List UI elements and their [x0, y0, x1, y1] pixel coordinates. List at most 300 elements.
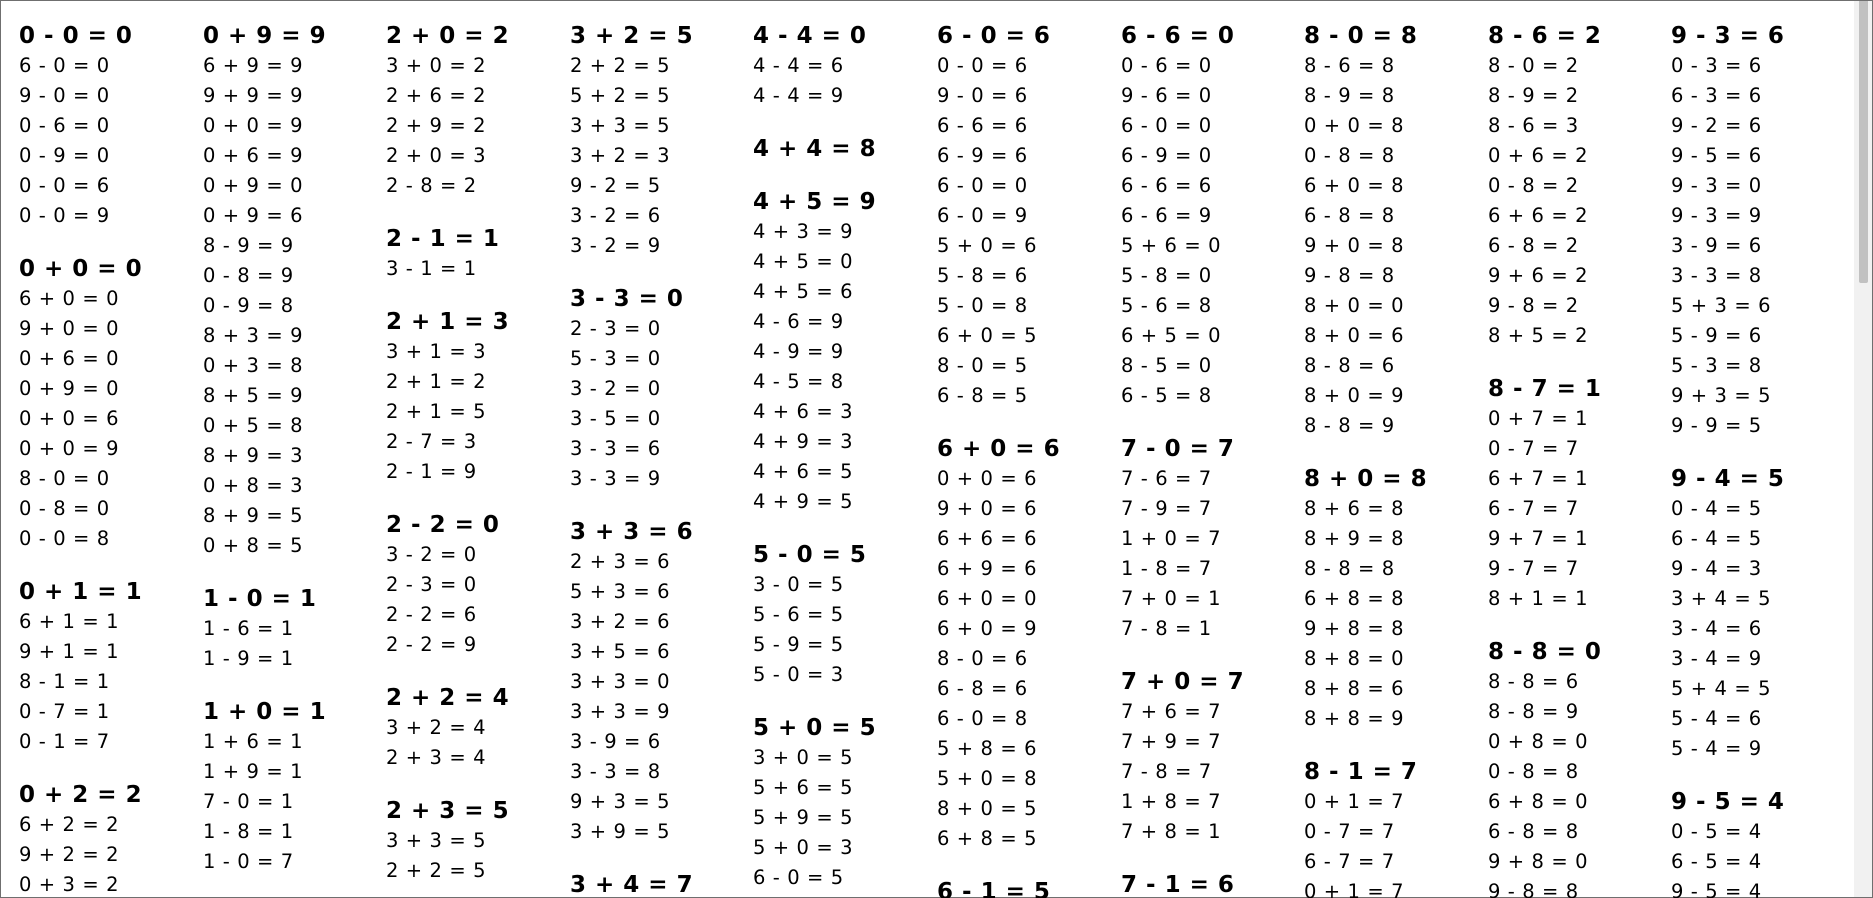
equation-line: 0 - 7 = 7 [1488, 437, 1579, 460]
equation-line: 5 - 8 = 0 [1121, 264, 1212, 287]
equation-line: 0 - 7 = 7 [1304, 820, 1395, 843]
equation-line: 8 - 9 = 8 [1304, 84, 1395, 107]
equation-line: 6 + 2 = 2 [19, 813, 120, 836]
group-heading: 8 - 7 = 1 [1488, 376, 1602, 402]
equation-line: 2 - 1 = 9 [386, 460, 477, 483]
equation-line: 6 - 6 = 9 [1121, 204, 1212, 227]
equation-line: 0 + 9 = 6 [203, 204, 304, 227]
equation-group [1488, 374, 1668, 614]
equation-line: 9 - 9 = 5 [1671, 414, 1762, 437]
equation-group [1121, 21, 1301, 411]
equation-line: 7 + 9 = 7 [1121, 730, 1222, 753]
equation-line: 3 - 9 = 6 [1671, 234, 1762, 257]
equation-line: 8 + 9 = 3 [203, 444, 304, 467]
equation-line: 6 - 0 = 0 [1121, 114, 1212, 137]
equation-line: 6 - 9 = 6 [937, 144, 1028, 167]
equation-line: 3 - 2 = 6 [570, 204, 661, 227]
equation-line: 6 + 9 = 9 [203, 54, 304, 77]
equation-line: 5 + 6 = 0 [1121, 234, 1222, 257]
equation-line: 3 - 3 = 8 [1671, 264, 1762, 287]
equation-line: 6 + 8 = 5 [937, 827, 1038, 850]
equation-line: 8 + 0 = 5 [937, 797, 1038, 820]
equation-line: 0 + 8 = 0 [1488, 730, 1589, 753]
equation-line: 8 - 9 = 9 [203, 234, 294, 257]
equation-line: 5 + 4 = 5 [1671, 677, 1772, 700]
equation-line: 9 - 2 = 6 [1671, 114, 1762, 137]
equation-line: 0 + 8 = 3 [203, 474, 304, 497]
equation-line: 9 + 9 = 9 [203, 84, 304, 107]
equation-line: 6 + 1 = 1 [19, 610, 120, 633]
equation-line: 0 - 4 = 5 [1671, 497, 1762, 520]
equation-line: 9 - 0 = 6 [937, 84, 1028, 107]
equation-line: 9 - 3 = 0 [1671, 174, 1762, 197]
equation-line: 6 + 6 = 2 [1488, 204, 1589, 227]
equation-line: 6 - 0 = 8 [937, 707, 1028, 730]
equation-line: 0 - 6 = 0 [19, 114, 110, 137]
equation-column [1304, 21, 1484, 898]
equation-line: 9 - 6 = 0 [1121, 84, 1212, 107]
group-heading: 2 + 3 = 5 [386, 798, 510, 824]
group-heading: 2 + 2 = 4 [386, 685, 510, 711]
equation-line: 6 + 0 = 0 [937, 587, 1038, 610]
group-heading: 6 - 6 = 0 [1121, 23, 1235, 49]
group-heading: 8 - 8 = 0 [1488, 639, 1602, 665]
equation-line: 0 + 1 = 7 [1304, 880, 1405, 898]
equation-line: 4 + 9 = 3 [753, 430, 854, 453]
equation-line: 2 + 6 = 2 [386, 84, 487, 107]
equation-group [386, 510, 566, 660]
equation-line: 2 + 2 = 5 [570, 54, 671, 77]
equation-column [937, 21, 1117, 898]
equation-line: 9 + 0 = 8 [1304, 234, 1405, 257]
equation-group [386, 224, 566, 284]
equation-line: 0 - 9 = 0 [19, 144, 110, 167]
equation-line: 1 - 8 = 7 [1121, 557, 1212, 580]
equation-line: 5 + 3 = 6 [570, 580, 671, 603]
equation-line: 8 - 8 = 6 [1304, 354, 1395, 377]
equation-line: 3 + 3 = 0 [570, 670, 671, 693]
equation-line: 9 - 7 = 7 [1488, 557, 1579, 580]
equation-group [937, 877, 1117, 898]
equation-line: 6 - 4 = 5 [1671, 527, 1762, 550]
equation-line: 4 + 9 = 5 [753, 490, 854, 513]
equation-line: 3 - 1 = 1 [386, 257, 477, 280]
equation-line: 8 + 3 = 9 [203, 324, 304, 347]
equation-line: 7 - 8 = 1 [1121, 617, 1212, 640]
equation-line: 6 + 6 = 6 [937, 527, 1038, 550]
equation-line: 7 - 6 = 7 [1121, 467, 1212, 490]
equation-line: 8 + 5 = 2 [1488, 324, 1589, 347]
equation-group [19, 780, 199, 898]
equation-line: 2 - 3 = 0 [570, 317, 661, 340]
equation-line: 0 - 6 = 0 [1121, 54, 1212, 77]
equation-line: 0 + 9 = 0 [19, 377, 120, 400]
equation-line: 3 + 2 = 6 [570, 610, 671, 633]
equation-line: 6 + 8 = 8 [1304, 587, 1405, 610]
equation-line: 6 - 6 = 6 [937, 114, 1028, 137]
group-heading: 0 + 0 = 0 [19, 256, 143, 282]
group-heading: 8 - 1 = 7 [1304, 759, 1418, 785]
group-heading: 7 - 0 = 7 [1121, 436, 1235, 462]
equation-line: 4 - 5 = 8 [753, 370, 844, 393]
equation-line: 5 - 0 = 8 [937, 294, 1028, 317]
group-heading: 2 - 2 = 0 [386, 512, 500, 538]
equation-line: 0 - 0 = 6 [19, 174, 110, 197]
equation-line: 8 - 0 = 6 [937, 647, 1028, 670]
equation-column [570, 21, 750, 898]
group-heading: 6 + 0 = 6 [937, 436, 1061, 462]
equation-line: 8 - 0 = 5 [937, 354, 1028, 377]
equation-group [1304, 21, 1484, 441]
equation-group [1488, 637, 1668, 898]
group-heading: 9 - 4 = 5 [1671, 466, 1785, 492]
equation-line: 5 + 0 = 8 [937, 767, 1038, 790]
equation-line: 8 + 0 = 6 [1304, 324, 1405, 347]
equation-line: 9 + 8 = 0 [1488, 850, 1589, 873]
equation-line: 5 + 9 = 5 [753, 806, 854, 829]
group-heading: 3 + 4 = 7 [570, 872, 694, 898]
group-heading: 9 - 3 = 6 [1671, 23, 1785, 49]
equation-line: 3 + 2 = 4 [386, 716, 487, 739]
equation-line: 8 + 0 = 9 [1304, 384, 1405, 407]
equation-line: 9 + 3 = 5 [570, 790, 671, 813]
equation-line: 7 + 8 = 1 [1121, 820, 1222, 843]
equation-line: 3 - 5 = 0 [570, 407, 661, 430]
group-heading: 2 - 1 = 1 [386, 226, 500, 252]
group-heading: 7 + 0 = 7 [1121, 669, 1245, 695]
equation-line: 9 + 6 = 2 [1488, 264, 1589, 287]
equation-group [1304, 757, 1484, 898]
equation-column [753, 21, 933, 898]
equation-line: 0 - 8 = 9 [203, 264, 294, 287]
equation-group [753, 187, 933, 517]
equation-line: 8 - 1 = 1 [19, 670, 110, 693]
equation-line: 3 + 3 = 5 [570, 114, 671, 137]
equation-line: 8 + 0 = 0 [1304, 294, 1405, 317]
equation-line: 6 + 9 = 6 [937, 557, 1038, 580]
equation-line: 2 + 3 = 4 [386, 746, 487, 769]
equation-line: 0 + 0 = 9 [203, 114, 304, 137]
equation-group [203, 21, 383, 561]
equation-line: 4 - 6 = 9 [753, 310, 844, 333]
equation-line: 6 - 6 = 6 [1121, 174, 1212, 197]
equation-group [203, 697, 383, 877]
group-heading: 6 - 0 = 6 [937, 23, 1051, 49]
equation-line: 3 - 4 = 6 [1671, 617, 1762, 640]
equation-line: 4 - 4 = 6 [753, 54, 844, 77]
equation-group [1671, 787, 1839, 898]
equation-line: 8 + 9 = 5 [203, 504, 304, 527]
equation-group [19, 577, 199, 757]
equation-line: 0 - 9 = 8 [203, 294, 294, 317]
equation-line: 6 - 8 = 2 [1488, 234, 1579, 257]
equation-group [937, 21, 1117, 411]
group-heading: 4 - 4 = 0 [753, 23, 867, 49]
equation-line: 5 - 3 = 8 [1671, 354, 1762, 377]
equation-group [1121, 434, 1301, 644]
equation-group [570, 870, 750, 898]
equation-line: 2 + 0 = 3 [386, 144, 487, 167]
equation-line: 0 + 0 = 9 [19, 437, 120, 460]
equation-line: 0 + 6 = 9 [203, 144, 304, 167]
equation-column [19, 21, 199, 898]
equation-line: 8 + 8 = 0 [1304, 647, 1405, 670]
equation-line: 2 - 3 = 0 [386, 573, 477, 596]
group-heading: 8 + 0 = 8 [1304, 466, 1428, 492]
equation-line: 6 - 7 = 7 [1488, 497, 1579, 520]
equation-line: 9 - 0 = 0 [19, 84, 110, 107]
equation-line: 5 - 9 = 5 [753, 633, 844, 656]
equation-line: 2 - 7 = 3 [386, 430, 477, 453]
equation-line: 5 - 9 = 6 [1671, 324, 1762, 347]
equation-line: 5 + 2 = 5 [570, 84, 671, 107]
equation-line: 9 + 1 = 1 [19, 640, 120, 663]
equation-group [753, 540, 933, 690]
equation-column [386, 21, 566, 898]
group-heading: 5 - 0 = 5 [753, 542, 867, 568]
equation-line: 1 + 6 = 1 [203, 730, 304, 753]
equation-column [1488, 21, 1668, 898]
group-heading: 2 + 1 = 3 [386, 309, 510, 335]
equation-line: 3 + 9 = 5 [570, 820, 671, 843]
equation-line: 8 - 8 = 8 [1304, 557, 1395, 580]
equation-line: 8 - 8 = 9 [1304, 414, 1395, 437]
equation-line: 1 - 6 = 1 [203, 617, 294, 640]
equation-line: 0 + 8 = 5 [203, 534, 304, 557]
equation-line: 4 - 4 = 9 [753, 84, 844, 107]
equation-group [937, 434, 1117, 854]
equation-line: 0 + 0 = 6 [19, 407, 120, 430]
equation-line: 6 - 5 = 8 [1121, 384, 1212, 407]
equation-line: 6 - 3 = 6 [1671, 84, 1762, 107]
equation-line: 5 + 8 = 6 [937, 737, 1038, 760]
equation-line: 6 + 0 = 0 [19, 287, 120, 310]
equation-line: 0 + 3 = 2 [19, 873, 120, 896]
equation-line: 5 - 0 = 3 [753, 663, 844, 686]
equation-line: 6 + 7 = 1 [1488, 467, 1589, 490]
equation-line: 3 + 3 = 9 [570, 700, 671, 723]
group-heading: 6 - 1 = 5 [937, 879, 1051, 898]
equation-line: 8 + 5 = 9 [203, 384, 304, 407]
equation-line: 0 - 0 = 6 [937, 54, 1028, 77]
equation-line: 0 - 0 = 9 [19, 204, 110, 227]
equation-line: 3 + 3 = 5 [386, 829, 487, 852]
equation-line: 2 + 9 = 2 [386, 114, 487, 137]
equation-group [753, 134, 933, 164]
equation-group [1671, 464, 1839, 764]
equation-columns [19, 21, 1839, 898]
equation-group [386, 796, 566, 886]
equation-line: 0 + 0 = 6 [937, 467, 1038, 490]
equation-line: 9 - 5 = 4 [1671, 880, 1762, 898]
equation-line: 5 - 3 = 0 [570, 347, 661, 370]
equation-line: 9 + 0 = 0 [19, 317, 120, 340]
equation-group [1671, 21, 1839, 441]
equation-line: 3 + 5 = 6 [570, 640, 671, 663]
equation-line: 6 - 0 = 9 [937, 204, 1028, 227]
equation-line: 3 - 0 = 5 [753, 573, 844, 596]
equation-line: 0 - 5 = 4 [1671, 820, 1762, 843]
equation-line: 6 - 8 = 5 [937, 384, 1028, 407]
equation-line: 8 + 8 = 6 [1304, 677, 1405, 700]
equation-line: 4 + 5 = 6 [753, 280, 854, 303]
equation-line: 8 - 0 = 0 [19, 467, 110, 490]
equation-line: 0 - 8 = 2 [1488, 174, 1579, 197]
equation-column [1121, 21, 1301, 898]
equation-line: 0 + 3 = 8 [203, 354, 304, 377]
equation-line: 1 + 0 = 7 [1121, 527, 1222, 550]
equation-line: 2 + 2 = 5 [386, 859, 487, 882]
equation-group [753, 713, 933, 893]
equation-line: 9 - 5 = 6 [1671, 144, 1762, 167]
group-heading: 3 + 2 = 5 [570, 23, 694, 49]
equation-group [203, 584, 383, 674]
equation-line: 9 - 8 = 2 [1488, 294, 1579, 317]
equation-line: 9 + 2 = 2 [19, 843, 120, 866]
equation-line: 5 - 6 = 5 [753, 603, 844, 626]
equation-line: 3 - 2 = 0 [386, 543, 477, 566]
equation-line: 2 - 8 = 2 [386, 174, 477, 197]
equation-line: 5 + 6 = 5 [753, 776, 854, 799]
equation-group [386, 683, 566, 773]
equation-line: 6 + 8 = 0 [1488, 790, 1589, 813]
equation-line: 6 - 7 = 7 [1304, 850, 1395, 873]
equation-line: 9 - 8 = 8 [1488, 880, 1579, 898]
equation-line: 3 - 3 = 6 [570, 437, 661, 460]
equation-line: 1 - 9 = 1 [203, 647, 294, 670]
equation-line: 6 - 9 = 0 [1121, 144, 1212, 167]
equation-line: 8 - 8 = 6 [1488, 670, 1579, 693]
group-heading: 0 + 9 = 9 [203, 23, 327, 49]
equation-line: 6 - 0 = 0 [19, 54, 110, 77]
equation-line: 9 + 3 = 5 [1671, 384, 1772, 407]
equation-column [203, 21, 383, 898]
group-heading: 7 - 1 = 6 [1121, 872, 1235, 898]
equation-line: 5 - 8 = 6 [937, 264, 1028, 287]
equation-line: 1 - 8 = 1 [203, 820, 294, 843]
equation-line: 9 - 2 = 5 [570, 174, 661, 197]
scrollbar-thumb[interactable] [1859, 1, 1868, 283]
equation-line: 0 - 3 = 6 [1671, 54, 1762, 77]
group-heading: 4 + 5 = 9 [753, 189, 877, 215]
equation-line: 6 - 0 = 5 [753, 866, 844, 889]
group-heading: 3 + 3 = 6 [570, 519, 694, 545]
equation-line: 2 - 2 = 9 [386, 633, 477, 656]
equation-line: 9 + 7 = 1 [1488, 527, 1589, 550]
equation-line: 4 - 9 = 9 [753, 340, 844, 363]
equation-line: 0 + 1 = 7 [1304, 790, 1405, 813]
equation-line: 2 + 1 = 2 [386, 370, 487, 393]
equation-line: 6 + 5 = 0 [1121, 324, 1222, 347]
equation-group [19, 21, 199, 231]
equation-line: 8 - 8 = 9 [1488, 700, 1579, 723]
equation-line: 0 - 0 = 8 [19, 527, 110, 550]
group-heading: 1 - 0 = 1 [203, 586, 317, 612]
equation-line: 8 - 5 = 0 [1121, 354, 1212, 377]
equation-group [570, 21, 750, 261]
equation-line: 3 - 4 = 9 [1671, 647, 1762, 670]
equation-group [753, 21, 933, 111]
equation-line: 9 - 4 = 3 [1671, 557, 1762, 580]
equation-line: 3 + 1 = 3 [386, 340, 487, 363]
equation-line: 0 + 7 = 1 [1488, 407, 1589, 430]
equation-group [1121, 870, 1301, 898]
equation-line: 0 - 1 = 7 [19, 730, 110, 753]
equation-line: 6 - 5 = 4 [1671, 850, 1762, 873]
equation-line: 5 + 0 = 6 [937, 234, 1038, 257]
equation-line: 9 + 0 = 6 [937, 497, 1038, 520]
equation-group [570, 517, 750, 847]
equation-group [386, 21, 566, 201]
equation-line: 6 - 8 = 8 [1304, 204, 1395, 227]
equation-line: 3 - 3 = 8 [570, 760, 661, 783]
equation-line: 3 - 9 = 6 [570, 730, 661, 753]
equation-line: 3 - 2 = 9 [570, 234, 661, 257]
group-heading: 0 + 2 = 2 [19, 782, 143, 808]
group-heading: 5 + 0 = 5 [753, 715, 877, 741]
equation-line: 3 - 2 = 0 [570, 377, 661, 400]
equation-group [1304, 464, 1484, 734]
equation-line: 3 + 0 = 2 [386, 54, 487, 77]
equation-line: 0 - 7 = 1 [19, 700, 110, 723]
vertical-scrollbar[interactable] [1854, 1, 1872, 897]
equation-line: 5 + 0 = 3 [753, 836, 854, 859]
group-heading: 2 + 0 = 2 [386, 23, 510, 49]
equation-line: 0 - 8 = 8 [1488, 760, 1579, 783]
equation-group [1488, 21, 1668, 351]
equation-line: 0 - 8 = 0 [19, 497, 110, 520]
equation-line: 2 - 2 = 6 [386, 603, 477, 626]
equation-line: 4 + 5 = 0 [753, 250, 854, 273]
equation-line: 4 + 3 = 9 [753, 220, 854, 243]
equation-group [386, 307, 566, 487]
equation-line: 7 - 8 = 7 [1121, 760, 1212, 783]
equation-column [1671, 21, 1839, 898]
group-heading: 9 - 5 = 4 [1671, 789, 1785, 815]
equation-line: 5 - 6 = 8 [1121, 294, 1212, 317]
equation-line: 8 - 6 = 8 [1304, 54, 1395, 77]
equation-line: 5 + 3 = 6 [1671, 294, 1772, 317]
equation-line: 6 + 0 = 5 [937, 324, 1038, 347]
equation-line: 3 + 0 = 5 [753, 746, 854, 769]
group-heading: 1 + 0 = 1 [203, 699, 327, 725]
equation-line: 6 + 0 = 9 [937, 617, 1038, 640]
equation-line: 4 + 6 = 3 [753, 400, 854, 423]
equation-line: 9 - 8 = 8 [1304, 264, 1395, 287]
group-heading: 0 + 1 = 1 [19, 579, 143, 605]
equation-line: 2 + 3 = 6 [570, 550, 671, 573]
group-heading: 8 - 6 = 2 [1488, 23, 1602, 49]
group-heading: 3 - 3 = 0 [570, 286, 684, 312]
equation-line: 8 - 0 = 2 [1488, 54, 1579, 77]
equation-line: 5 - 4 = 6 [1671, 707, 1762, 730]
equation-line: 8 + 6 = 8 [1304, 497, 1405, 520]
equation-line: 0 - 8 = 8 [1304, 144, 1395, 167]
equation-group [1121, 667, 1301, 847]
equation-line: 0 + 6 = 0 [19, 347, 120, 370]
equation-line: 0 + 6 = 2 [1488, 144, 1589, 167]
equation-line: 1 + 9 = 1 [203, 760, 304, 783]
equation-line: 6 - 8 = 6 [937, 677, 1028, 700]
equation-line: 7 + 6 = 7 [1121, 700, 1222, 723]
group-heading: 8 - 0 = 8 [1304, 23, 1418, 49]
equation-line: 1 + 8 = 7 [1121, 790, 1222, 813]
equation-line: 7 - 9 = 7 [1121, 497, 1212, 520]
equation-line: 2 + 1 = 5 [386, 400, 487, 423]
equation-line: 9 + 8 = 8 [1304, 617, 1405, 640]
equation-group [570, 284, 750, 494]
equation-line: 3 + 2 = 3 [570, 144, 671, 167]
